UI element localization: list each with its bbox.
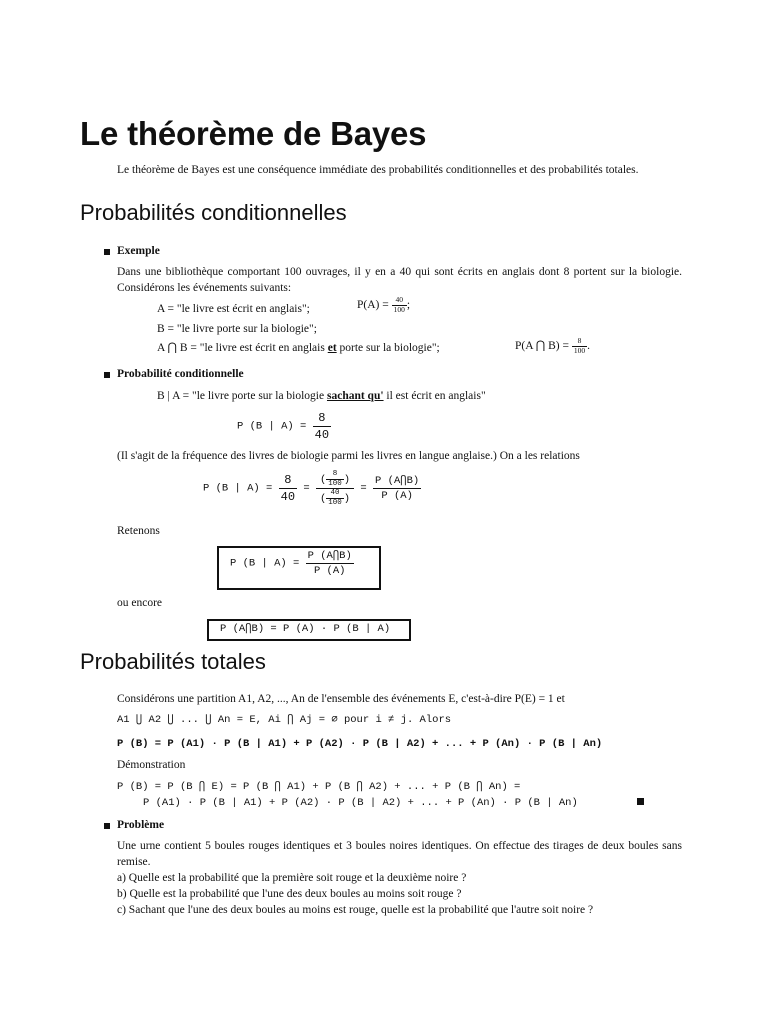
boxed-formula-2-content: P (A⋂B) = P (A) · P (B | A) — [220, 623, 391, 635]
eq2-f2-top-frac — [326, 470, 344, 488]
intro-paragraph: Le théorème de Bayes est une conséquence immédiate des probabilités conditionnelles et des probabilités totales. — [117, 164, 639, 176]
probleme-paragraph: Une urne contient 5 boules rouges identiques et 3 boules noires identiques. On effectue des tirages de deux boules sans remise. — [117, 840, 682, 868]
bullet-marker — [104, 249, 110, 255]
eq2-f1-num: 8 — [279, 472, 297, 489]
eq1-num: 8 — [313, 410, 331, 427]
bullet-marker — [104, 372, 110, 378]
demo-line-2: P (A1) · P (B | A1) + P (A2) · P (B | A2) + ... + P (An) · P (B | An) — [143, 797, 578, 809]
section-heading-conditionnelles: Probabilités conditionnelles — [80, 200, 347, 225]
total-probability-formula: P (B) = P (A1) · P (B | A1) + P (A2) · P (B | A2) + ... + P (An) · P (B | An) — [117, 738, 603, 750]
cond-text-end: il est écrit en anglais" — [383, 390, 486, 402]
box1-den: P (A) — [313, 565, 346, 578]
section-heading-totales: Probabilités totales — [80, 649, 266, 674]
prob-ab-num: 8 — [572, 337, 587, 347]
eq2-fraction-1 — [279, 472, 297, 505]
cond-text: B | A = "le livre porte sur la biologie — [157, 390, 327, 402]
equation-2: P (B | A) = $\frac{8}{40}$ = ( $\frac{8}{100}$ ) ( $\frac{40}{100}$ ) = $\frac{P (A⋂B)}{P (A)}$ — [203, 470, 420, 507]
eq1-lhs: P (B | A) = — [237, 420, 307, 433]
box1-lhs: P (B | A) = — [230, 557, 300, 570]
frequency-paragraph: (Il s'agit de la fréquence des livres de biologie parmi les livres en langue anglaise.) On a les relations — [117, 450, 580, 462]
eq2-f1-den: 40 — [280, 490, 296, 505]
partition-paragraph: Considérons une partition A1, A2, ..., An de l'ensemble des événements E, c'est-à-dire P(E) = 1 et — [117, 693, 565, 705]
demonstration-label: Démonstration — [117, 759, 186, 771]
question-b: b) Quelle est la probabilité que l'une des deux boules au moins soit rouge ? — [117, 888, 462, 900]
prob-cond-label: Probabilité conditionnelle — [117, 368, 244, 380]
prob-ab: P(A ⋂ B) = $\frac{8}{100}$ . — [515, 336, 590, 355]
eq2-f3-den: P (A) — [381, 490, 413, 503]
box1-fraction — [306, 549, 354, 578]
eq2-lhs: P (B | A) = — [203, 482, 273, 495]
retenons-label: Retenons — [117, 525, 160, 537]
event-b: B = "le livre porte sur la biologie"; — [157, 323, 317, 335]
eq1-den: 40 — [314, 428, 330, 443]
prob-a-num: 40 — [392, 296, 407, 306]
prob-ab-den: 100 — [573, 345, 586, 355]
conditional-event — [157, 389, 486, 405]
box1-num: P (A⋂B) — [306, 549, 354, 564]
prob-a-den: 100 — [393, 304, 405, 314]
prob-a: P(A) = $\frac{40}{100}$ ; — [357, 295, 411, 314]
et-keyword: et — [327, 342, 337, 354]
eq2-f2-bottom-frac — [326, 489, 344, 507]
eq2-f3-num: P (A⋂B) — [373, 474, 421, 489]
eq1-fraction — [313, 410, 331, 443]
equation-1 — [237, 410, 331, 443]
union-line: A1 ⋃ A2 ⋃ ... ⋃ An = E, Ai ⋂ Aj = ∅ pour i ≠ j. Alors — [117, 714, 452, 726]
qed-square-icon — [637, 798, 644, 805]
question-c: c) Sachant que l'une des deux boules au moins est rouge, quelle est la probabilité que l'autre soit noire ? — [117, 904, 594, 916]
eq2-f2-dn: 40 — [326, 489, 344, 499]
prob-a-lhs: P(A) = — [357, 298, 389, 311]
eq2-f2-dd: 100 — [328, 498, 342, 507]
event-a: A = "le livre est écrit en anglais"; — [157, 303, 310, 315]
bullet-marker — [104, 823, 110, 829]
exemple-label: Exemple — [117, 245, 160, 257]
eq2-f2-top: ( $\frac{8}{100}$ ) — [316, 470, 354, 489]
eq2-f2-nd: 100 — [328, 479, 342, 488]
prob-a-fraction — [392, 296, 407, 314]
event-ab-text-end: porte sur la biologie"; — [336, 342, 440, 354]
ou-encore-label: ou encore — [117, 597, 163, 609]
sachant-keyword: sachant qu' — [326, 390, 384, 402]
event-ab-text: A ⋂ B = "le livre est écrit en anglais — [157, 342, 328, 354]
demo-line-1: P (B) = P (B ⋂ E) = P (B ⋂ A1) + P (B ⋂ A2) + ... + P (B ⋂ An) = — [117, 781, 521, 793]
prob-ab-fraction — [572, 337, 587, 355]
exemple-paragraph: Dans une bibliothèque comportant 100 ouvrages, il y en a 40 qui sont écrits en anglais dont 8 portent sur la biologie. Considérons les événements suivants: — [117, 266, 682, 294]
eq2-f2-nn: 8 — [326, 470, 344, 480]
prob-ab-lhs: P(A ⋂ B) = — [515, 339, 569, 352]
boxed-formula-1-content — [230, 549, 354, 578]
question-a: a) Quelle est la probabilité que la première soit rouge et la deuxième noire ? — [117, 872, 467, 884]
probleme-label: Problème — [117, 819, 165, 831]
page-title: Le théorème de Bayes — [80, 115, 427, 152]
eq2-f2-bottom: ( $\frac{40}{100}$ ) — [319, 489, 351, 507]
eq2-fraction-3 — [373, 474, 421, 503]
eq2-fraction-2 — [316, 470, 354, 508]
event-a-and-b — [157, 341, 440, 357]
